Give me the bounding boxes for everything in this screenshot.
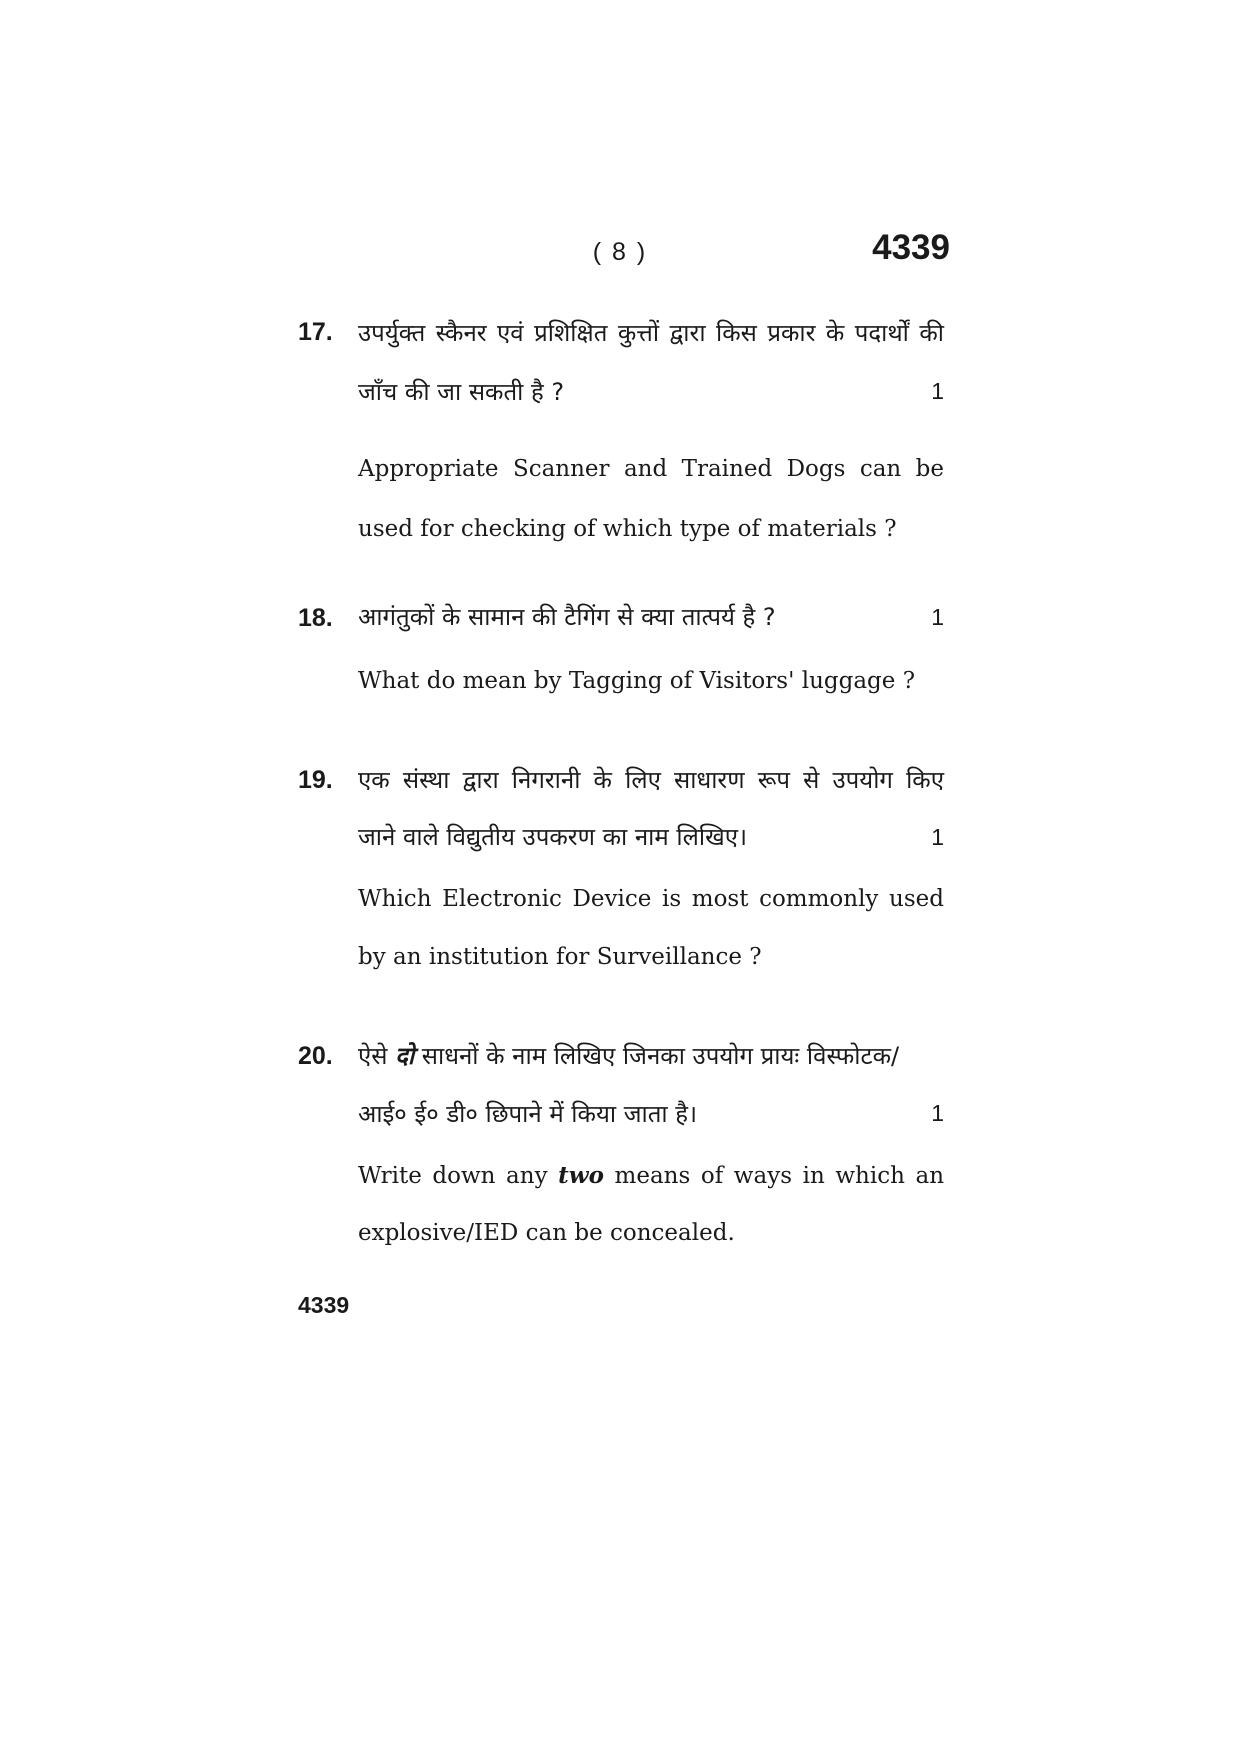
page-number: ( 8 ) [592, 238, 648, 266]
question-marks: 1 [931, 824, 944, 850]
paper-code-header: 4339 [872, 228, 950, 267]
hindi-text: साधनों के नाम लिखिए जिनका उपयोग प्रायः विस्फोटक/ [421, 1042, 900, 1070]
question-marks: 1 [931, 604, 944, 630]
question-hindi-line: जाँच की जा सकती है ? [358, 378, 565, 406]
question-english-line: Appropriate Scanner and Trained Dogs can be [358, 456, 944, 482]
question-number: 18. [298, 604, 333, 632]
question-english-line: by an institution for Surveillance ? [358, 944, 762, 970]
hindi-text: ऐसे [358, 1042, 388, 1070]
hindi-emphasis: दो [395, 1042, 415, 1070]
question-english-line: What do mean by Tagging of Visitors' luggage ? [358, 668, 916, 694]
question-marks: 1 [931, 1100, 944, 1126]
question-english-line: used for checking of which type of materials ? [358, 516, 897, 542]
question-hindi-line [358, 1039, 944, 1072]
question-number: 20. [298, 1042, 333, 1070]
english-text: Write down any [358, 1163, 548, 1189]
english-text: means of ways in which an [614, 1163, 945, 1189]
question-english-line: explosive/IED can be concealed. [358, 1220, 735, 1246]
question-english-line: Which Electronic Device is most commonly used [358, 886, 944, 912]
question-hindi-line: आई० ई० डी० छिपाने में किया जाता है। [358, 1100, 698, 1128]
question-hindi-line: जाने वाले विद्युतीय उपकरण का नाम लिखिए। [358, 823, 748, 851]
question-english-line [358, 1162, 944, 1189]
question-hindi-line: उपर्युक्त स्कैनर एवं प्रशिक्षित कुत्तों द्वारा किस प्रकार के पदार्थों की [358, 319, 944, 347]
paper-code-footer: 4339 [298, 1292, 350, 1318]
question-number: 17. [298, 318, 333, 346]
question-hindi-line: एक संस्था द्वारा निगरानी के लिए साधारण रूप से उपयोग किए [358, 766, 944, 794]
english-emphasis: two [558, 1162, 604, 1189]
question-number: 19. [298, 766, 333, 794]
question-marks: 1 [931, 378, 944, 404]
question-hindi-line: आगंतुकों के सामान की टैगिंग से क्या तात्पर्य है ? [358, 603, 776, 631]
